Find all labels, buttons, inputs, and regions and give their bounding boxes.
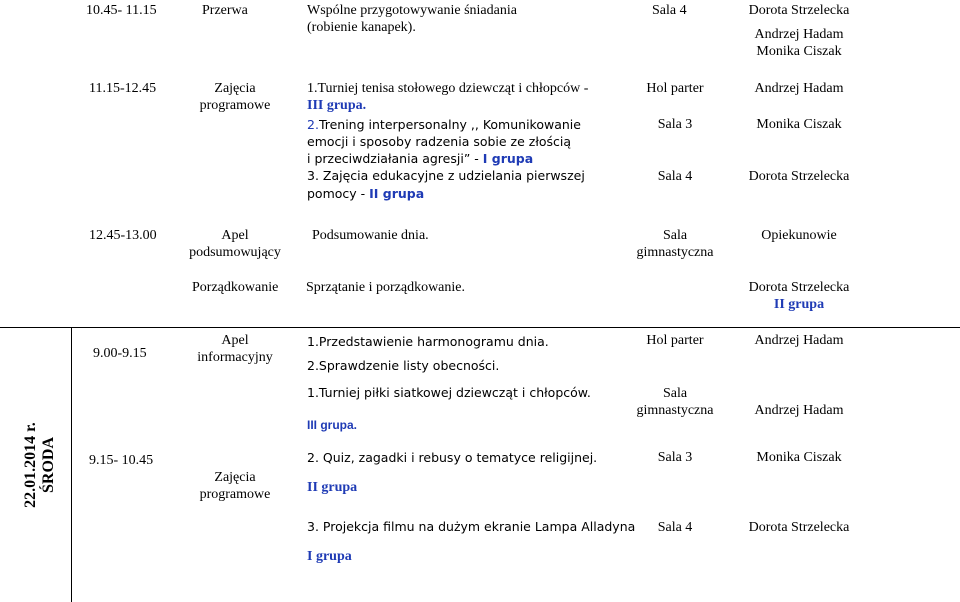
type-zajecia-2-line2: programowe [199,487,271,502]
group-porzadkowanie: II grupa [773,297,825,312]
type-przerwa: Przerwa [202,3,248,18]
person-zajecia-2-c: Dorota Strzelecka [748,520,850,535]
zajecia-2-activity-2-group: II grupa [307,480,358,495]
person-przerwa-1: Dorota Strzelecka [748,3,850,18]
time-apel-info: 9.00-9.15 [93,346,147,361]
type-apel-line1: Apel [221,228,249,243]
zajecia-2-activity-2: 2. Quiz, zagadki i rebusy o tematyce religijnej. [307,450,598,465]
table-bottom-rule [0,327,960,328]
activity-1-group: III grupa. [307,98,367,113]
zajecia-2-activity-3: 3. Projekcja filmu na dużym ekranie Lampa Alladyna [307,519,636,534]
zajecia-2-activity-1: 1.Turniej piłki siatkowej dziewcząt i chłopców. [307,385,591,400]
person-zajecia-1-a: Andrzej Hadam [754,81,844,96]
activity-2-text: Trening interpersonalny ,, Komunikowanie [318,117,581,132]
room-apel-info: Hol parter [646,333,704,348]
room-zajecia-1-c: Sala 4 [657,169,693,184]
room-zajecia-2-b: Sala 3 [657,450,693,465]
activity-2-group: I grupa [482,151,534,166]
room-apel-line1: Sala [662,228,688,243]
person-przerwa-2: Andrzej Hadam [754,27,844,42]
person-porzadkowanie: Dorota Strzelecka [748,280,850,295]
activity-1-line1: 1.Turniej tenisa stołowego dziewcząt i chłopców - [307,81,589,96]
date-column-rule [71,328,72,602]
person-zajecia-2-a: Andrzej Hadam [754,403,844,418]
day-label [10,395,70,535]
activity-2-line3 [307,150,533,167]
person-apel: Opiekunowie [761,228,837,243]
activity-3-text: 3. Zajęcia edukacyjne z udzielania pierwszej [307,168,585,183]
activity-2-line1 [307,116,581,133]
type-porzadkowanie: Porządkowanie [192,280,279,295]
time-apel: 12.45-13.00 [89,228,157,243]
activity-2-line2: emocji i sposoby radzenia sobie ze złością [307,134,572,149]
activity-3-line2 [307,185,424,202]
day-date: 22.01.2014 r. [22,422,39,508]
day-weekday: ŚRODA [40,436,57,494]
person-zajecia-2-b: Monika Ciszak [756,450,842,465]
type-apel-info-line1: Apel [221,333,249,348]
room-zajecia-2-a-line2: gimnastyczna [636,403,714,418]
time-zajecia-1: 11.15-12.45 [89,81,157,96]
activity-2-line3-text: i przeciwdziałania agresji” - [307,151,483,166]
activity-porzadkowanie: Sprzątanie i porządkowanie. [306,280,465,295]
activity-3-line1 [307,167,585,184]
type-zajecia-1-line1: Zajęcia [214,81,256,96]
person-apel-info: Andrzej Hadam [754,333,844,348]
type-zajecia-1-line2: programowe [199,98,271,113]
activity-przerwa-line2: (robienie kanapek). [307,20,416,35]
room-przerwa: Sala 4 [652,3,687,18]
activity-przerwa-line1: Wspólne przygotowywanie śniadania [307,3,517,18]
room-zajecia-1-b: Sala 3 [657,117,693,132]
activity-3-group: II grupa [369,186,425,201]
type-apel-info-line2: informacyjny [197,350,273,365]
type-zajecia-2-line1: Zajęcia [214,470,256,485]
person-zajecia-1-b: Monika Ciszak [756,117,842,132]
activity-3-line2-text: pomocy - [307,186,370,201]
apel-info-activity-1: 1.Przedstawienie harmonogramu dnia. [307,334,549,349]
room-zajecia-2-a-line1: Sala [662,386,688,401]
zajecia-2-activity-3-group: I grupa [307,549,352,564]
apel-info-activity-2: 2.Sprawdzenie listy obecności. [307,358,500,373]
person-zajecia-1-c: Dorota Strzelecka [748,169,850,184]
activity-2-number: 2. [307,117,319,132]
type-apel-line2: podsumowujący [189,245,281,260]
time-zajecia-2: 9.15- 10.45 [89,453,154,468]
activity-apel: Podsumowanie dnia. [312,228,429,243]
room-zajecia-2-c: Sala 4 [657,520,693,535]
person-przerwa-3: Monika Ciszak [756,44,842,59]
zajecia-2-activity-1-group: III grupa. [307,418,358,432]
room-apel-line2: gimnastyczna [636,245,714,260]
room-zajecia-1-a: Hol parter [646,81,704,96]
time-przerwa: 10.45- 11.15 [86,3,157,18]
